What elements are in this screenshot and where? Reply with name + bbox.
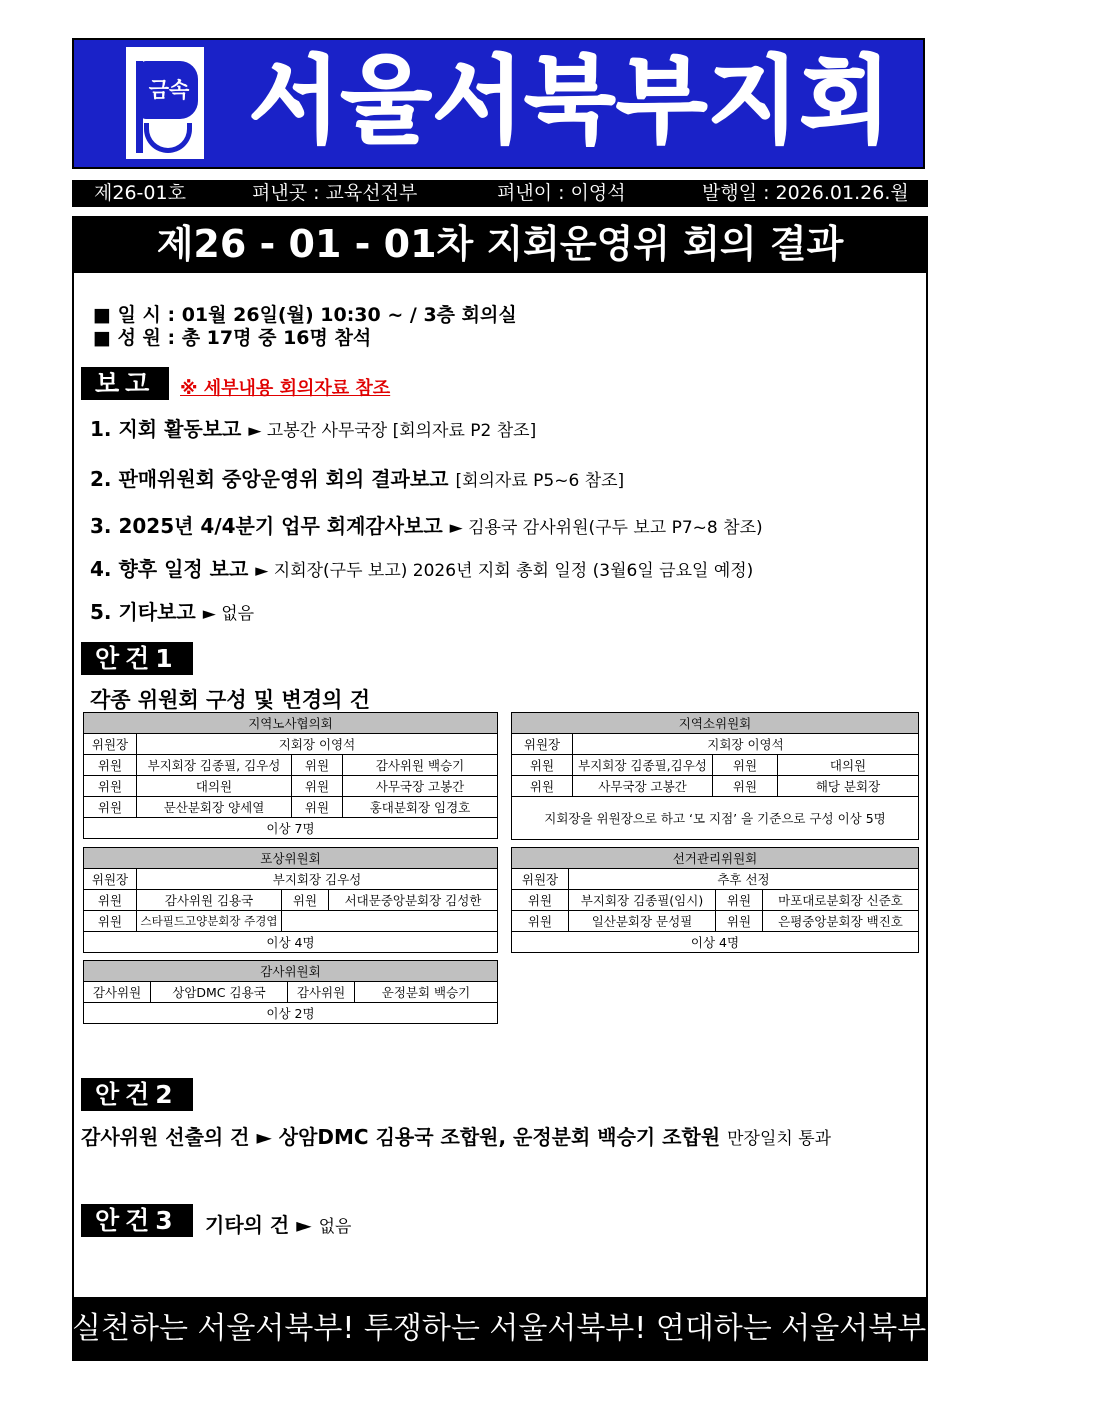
table-cell: 대의원 (778, 755, 919, 776)
report-item-main: 1. 지회 활동보고 (90, 417, 249, 441)
report-item-sub: ► 김용국 감사위원(구두 보고 P7~8 참조) (449, 518, 763, 538)
table-title: 포상위원회 (84, 848, 498, 869)
table-cell: 홍대분회장 임경호 (343, 797, 498, 818)
table-total: 이상 7명 (84, 818, 498, 839)
table-cell: 위원 (84, 755, 137, 776)
report-item-sub: ► 지회장(구두 보고) 2026년 지회 총회 일정 (3월6일 금요일 예정) (255, 561, 754, 581)
report-tag: 보고 (81, 367, 169, 400)
report-item-sub: ► 고봉간 사무국장 [회의자료 P2 참조] (248, 421, 537, 441)
table-cell: 위원 (292, 755, 343, 776)
table-cell: 위원 (716, 890, 763, 911)
table-title: 선거관리위원회 (512, 848, 919, 869)
report-item-2 (90, 463, 624, 492)
meeting-members: ■ 성 원 : 총 17명 중 16명 참석 (93, 327, 372, 349)
table-cell: 부지회장 김종필, 김우성 (137, 755, 292, 776)
logo-pennant: 금속 (140, 61, 198, 119)
table-title: 지역소위원회 (512, 713, 919, 734)
table-total: 이상 2명 (84, 1003, 498, 1024)
table-cell: 마포대로분회장 신준호 (763, 890, 919, 911)
publisher: 펴낸곳 : 교육선전부 (252, 182, 418, 204)
table-cell: 위원 (84, 911, 137, 932)
table-cell: 은평중앙분회장 백진호 (763, 911, 919, 932)
report-item-main: 2. 판매위원회 중앙운영위 회의 결과보고 (90, 467, 456, 491)
publish-date: 발행일 : 2026.01.26.월 (702, 182, 909, 204)
table-cell: 위원 (282, 890, 329, 911)
agenda3-result: 없음 (318, 1217, 352, 1237)
table-note: 지회장을 위원장으로 하고 ‘모 지점’ 을 기준으로 구성 이상 5명 (512, 797, 919, 840)
report-item-1 (90, 413, 536, 442)
table-cell: 사무국장 고봉간 (343, 776, 498, 797)
editor: 펴낸이 : 이영석 (497, 182, 626, 204)
table-cell: 위원 (84, 890, 137, 911)
union-logo (126, 47, 204, 159)
issue-info-bar (72, 180, 928, 207)
table-cell: 위원장 (512, 869, 569, 890)
table-cell: 대의원 (137, 776, 292, 797)
table-cell: 일산분회장 문성필 (569, 911, 716, 932)
table-cell: 감사위원 백승기 (343, 755, 498, 776)
table-title: 감사위원회 (84, 961, 498, 982)
table-cell: 위원 (713, 776, 778, 797)
report-note: ※ 세부내용 회의자료 참조 (180, 378, 391, 399)
agenda3-content (205, 1209, 351, 1238)
table-cell: 위원장 (84, 734, 137, 755)
table-cell: 지회장 이영석 (573, 734, 919, 755)
report-item-sub: [회의자료 P5~6 참조] (455, 471, 625, 491)
table-cell (282, 911, 498, 932)
table-total: 이상 4명 (512, 932, 919, 953)
table-title: 지역노사협의회 (84, 713, 498, 734)
slogan-footer: 실천하는 서울서북부! 투쟁하는 서울서북부! 연대하는 서울서북부! (72, 1297, 928, 1361)
table-cell: 감사위원 (84, 982, 151, 1003)
committee-table-award (83, 847, 498, 953)
agenda2-result: 만장일치 통과 (727, 1129, 832, 1149)
agenda1-subtitle: 각종 위원회 구성 및 변경의 건 (90, 688, 370, 712)
table-cell: 상암DMC 김용국 (151, 982, 288, 1003)
agenda2-tag: 안건2 (81, 1078, 193, 1111)
report-item-3 (90, 510, 763, 539)
table-cell: 감사위원 (288, 982, 355, 1003)
table-total: 이상 4명 (84, 932, 498, 953)
banner-title: 서울서북부지회 소식 (249, 47, 1109, 156)
table-cell: 위원 (292, 776, 343, 797)
table-cell: 서대문중앙분회장 김성한 (329, 890, 498, 911)
table-cell: 위원 (512, 776, 573, 797)
table-cell: 위원 (713, 755, 778, 776)
table-cell: 위원 (84, 797, 137, 818)
report-item-sub: ► 없음 (202, 604, 255, 624)
table-cell: 위원 (512, 890, 569, 911)
table-cell: 운정분회 백승기 (355, 982, 498, 1003)
agenda2-content (81, 1121, 831, 1150)
agenda3-main: 기타의 건 ► (205, 1213, 319, 1237)
table-cell: 위원장 (84, 869, 137, 890)
table-cell: 추후 선정 (569, 869, 919, 890)
table-cell: 위원 (512, 911, 569, 932)
issue-number: 제26-01호 (94, 182, 186, 204)
newsletter-banner (72, 38, 1109, 169)
table-cell: 지회장 이영석 (137, 734, 498, 755)
table-cell: 사무국장 고봉간 (573, 776, 713, 797)
table-cell: 해당 분회장 (778, 776, 919, 797)
document-title: 제26 - 01 - 01차 지회운영위 회의 결과 (72, 216, 928, 273)
table-cell: 부지회장 김종필,김우성 (573, 755, 713, 776)
table-cell: 위원장 (512, 734, 573, 755)
agenda1-tag: 안건1 (81, 642, 193, 675)
logo-gear-icon (144, 123, 192, 153)
table-cell: 감사위원 김용국 (137, 890, 282, 911)
committee-table-audit (83, 960, 498, 1024)
table-cell: 위원 (716, 911, 763, 932)
table-cell: 스타필드고양분회장 주경엽 (137, 911, 282, 932)
committee-table-regional (511, 712, 919, 840)
report-item-main: 5. 기타보고 (90, 600, 203, 624)
agenda2-main: 감사위원 선출의 건 ► 상암DMC 김용국 조합원, 운정분회 백승기 조합원 (81, 1125, 728, 1149)
agenda3-tag: 안건3 (81, 1204, 193, 1237)
table-cell: 문산분회장 양세열 (137, 797, 292, 818)
table-cell: 위원 (512, 755, 573, 776)
committee-table-labor (83, 712, 498, 839)
report-item-5 (90, 596, 254, 625)
committee-table-election (511, 847, 919, 953)
table-cell: 부지회장 김종필(임시) (569, 890, 716, 911)
report-item-main: 4. 향후 일정 보고 (90, 557, 256, 581)
report-item-4 (90, 553, 753, 582)
report-item-main: 3. 2025년 4/4분기 업무 회계감사보고 (90, 514, 450, 538)
table-cell: 위원 (292, 797, 343, 818)
table-cell: 위원 (84, 776, 137, 797)
meeting-time: ■ 일 시 : 01월 26일(월) 10:30 ~ / 3층 회의실 (93, 304, 517, 326)
table-cell: 부지회장 김우성 (137, 869, 498, 890)
